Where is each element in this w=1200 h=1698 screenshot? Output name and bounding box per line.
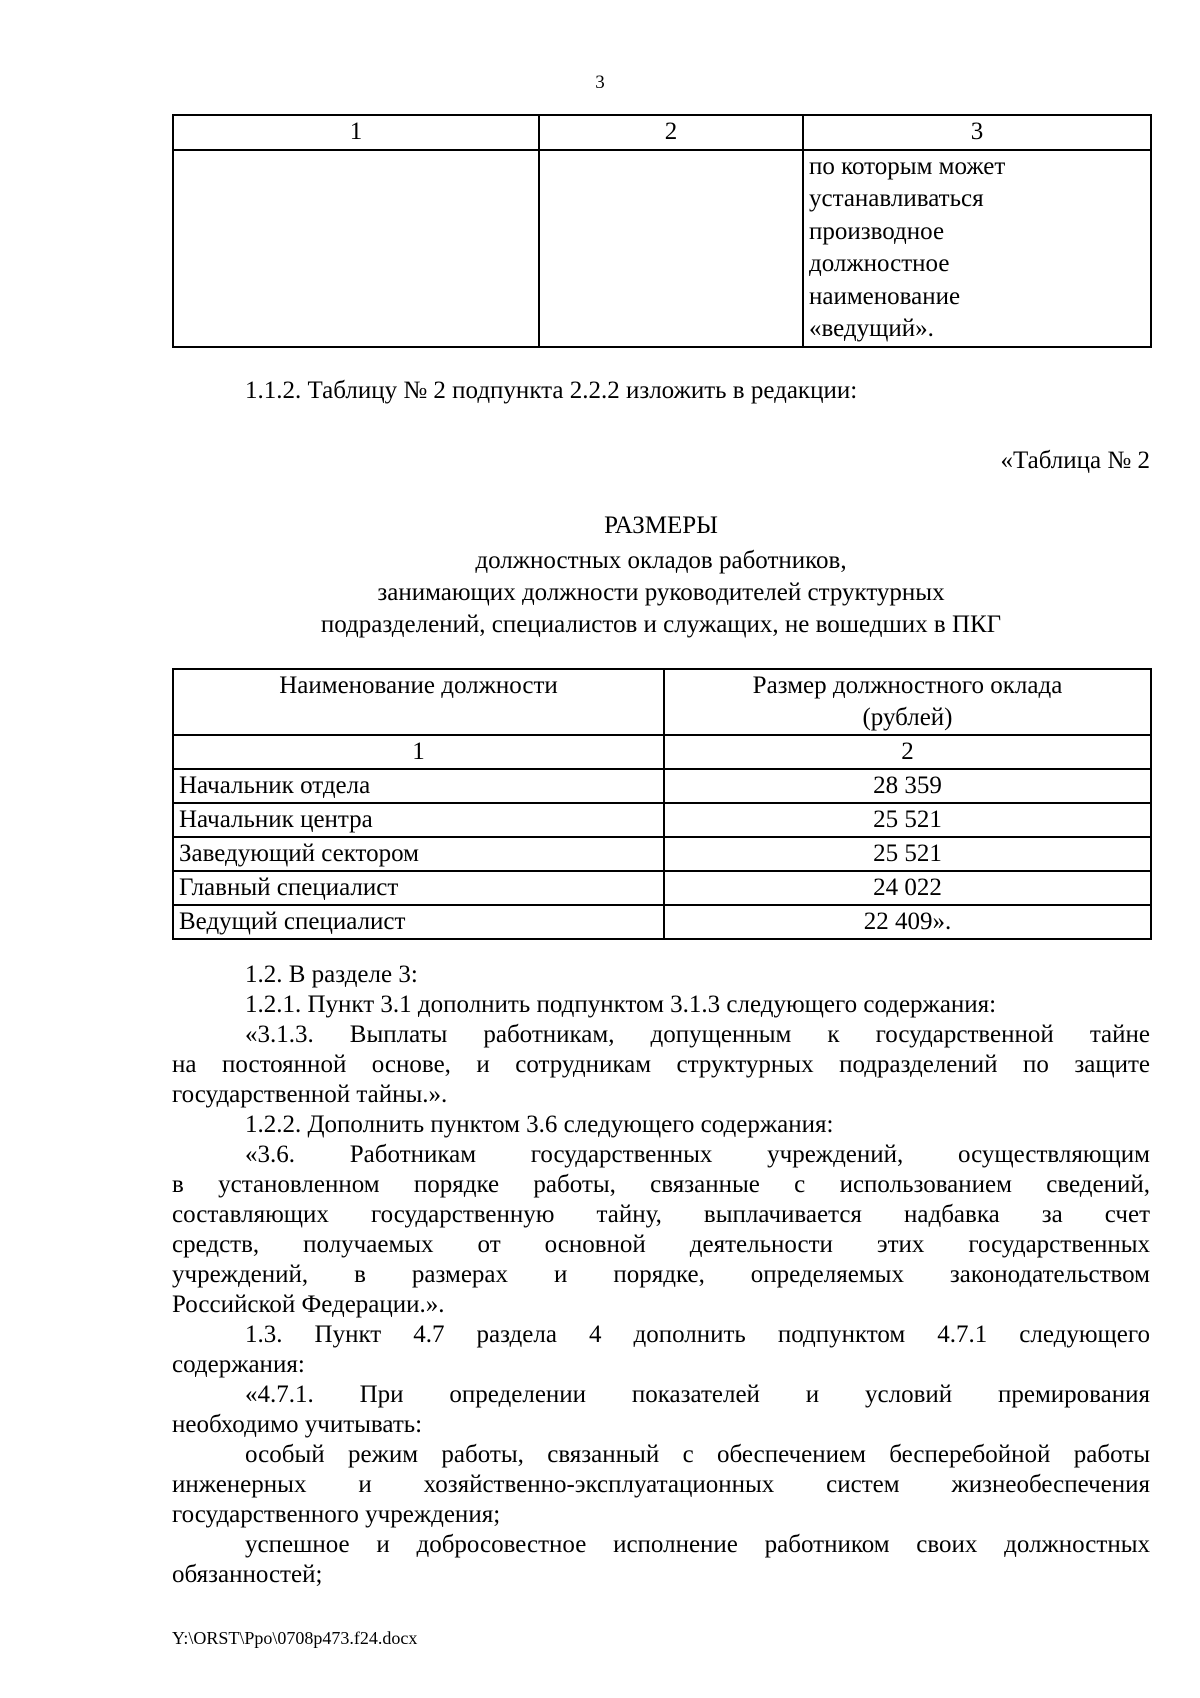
header-line: (рублей) [862, 704, 953, 731]
position-name: Начальник центра [173, 803, 664, 837]
page-number: 3 [595, 72, 605, 93]
body-line: учреждений, в размерах и порядке, определяемых законодательством [172, 1261, 1150, 1288]
body-line: обязанностей; [172, 1561, 323, 1588]
table-header-cell: 1 [173, 115, 539, 150]
heading-line: должностных окладов работников, [475, 547, 847, 574]
salary-value: 24 022 [664, 871, 1151, 905]
table-number-row [173, 735, 1151, 769]
position-name: Главный специалист [173, 871, 664, 905]
table-row [173, 769, 1151, 803]
body-line: государственного учреждения; [172, 1501, 501, 1528]
position-name: Ведущий специалист [173, 905, 664, 939]
body-line: 1.2. В разделе 3: [245, 961, 418, 988]
table-cell-empty [539, 150, 803, 347]
cell-line: «ведущий». [809, 315, 934, 342]
table-row [173, 803, 1151, 837]
cell-line: наименование [809, 282, 961, 310]
body-line: «4.7.1. При определении показателей и условий премирования [245, 1381, 1150, 1408]
body-line: государственной тайны.». [172, 1081, 448, 1108]
body-line: содержания: [172, 1351, 305, 1378]
table-header-cell: Наименование должности [173, 669, 664, 735]
body-line: необходимо учитывать: [172, 1411, 423, 1438]
body-line: инженерных и хозяйственно-эксплуатационных систем жизнеобеспечения [172, 1471, 1150, 1498]
body-line: на постоянной основе, и сотрудникам структурных подразделений по защите [172, 1051, 1150, 1078]
position-name: Заведующий сектором [173, 837, 664, 871]
header-line: Размер должностного оклада [752, 672, 1063, 699]
heading-title: РАЗМЕРЫ [604, 512, 718, 539]
footer-file-path: Y:\ORST\Ppo\0708p473.f24.docx [172, 1628, 418, 1648]
body-line: в установленном порядке работы, связанные с использованием сведений, [172, 1171, 1150, 1198]
heading-line: подразделений, специалистов и служащих, не вошедших в ПКГ [320, 611, 1002, 638]
body-line: составляющих государственную тайну, выплачивается надбавка за счет [172, 1201, 1150, 1228]
body-line: успешное и добросовестное исполнение работником своих должностных [245, 1531, 1150, 1558]
table-cell-text [803, 150, 1151, 347]
cell-line: должностное [809, 250, 950, 277]
body-line: Российской Федерации.». [172, 1291, 445, 1318]
table-header-row [173, 115, 1151, 150]
paragraph-1-1-2: 1.1.2. Таблицу № 2 подпункта 2.2.2 изложить в редакции: [245, 377, 858, 404]
body-line: «3.6. Работникам государственных учреждений, осуществляющим [245, 1141, 1150, 1168]
table-cell-empty [173, 150, 539, 347]
table-header-cell [664, 669, 1151, 735]
table-cell: 1 [173, 735, 664, 769]
table-header-cell: 2 [539, 115, 803, 150]
table-row [173, 837, 1151, 871]
cell-line: по которым может [809, 152, 1006, 180]
cell-line: производное [809, 217, 945, 245]
salary-value: 22 409». [664, 905, 1151, 939]
body-line: «3.1.3. Выплаты работникам, допущенным к государственной тайне [245, 1021, 1150, 1048]
table-row [173, 905, 1151, 939]
table-row [173, 150, 1151, 347]
table-row [173, 871, 1151, 905]
salary-value: 25 521 [664, 837, 1151, 871]
salary-value: 25 521 [664, 803, 1151, 837]
body-line: 1.2.2. Дополнить пунктом 3.6 следующего содержания: [245, 1111, 834, 1138]
continuation-table [172, 114, 1152, 348]
salary-value: 28 359 [664, 769, 1151, 803]
table-cell: 2 [664, 735, 1151, 769]
body-line: особый режим работы, связанный с обеспечением бесперебойной работы [245, 1441, 1150, 1468]
table-header-row [173, 669, 1151, 735]
table-label: «Таблица № 2 [1000, 447, 1150, 474]
salary-table [172, 668, 1152, 940]
body-line: средств, получаемых от основной деятельности этих государственных [172, 1231, 1150, 1258]
table-header-cell: 3 [803, 115, 1151, 150]
body-line: 1.2.1. Пункт 3.1 дополнить подпунктом 3.1.3 следующего содержания: [245, 991, 997, 1018]
position-name: Начальник отдела [173, 769, 664, 803]
cell-line: устанавливаться [809, 185, 984, 212]
heading-line: занимающих должности руководителей структурных [377, 579, 945, 606]
body-line: 1.3. Пункт 4.7 раздела 4 дополнить подпунктом 4.7.1 следующего [245, 1321, 1150, 1348]
